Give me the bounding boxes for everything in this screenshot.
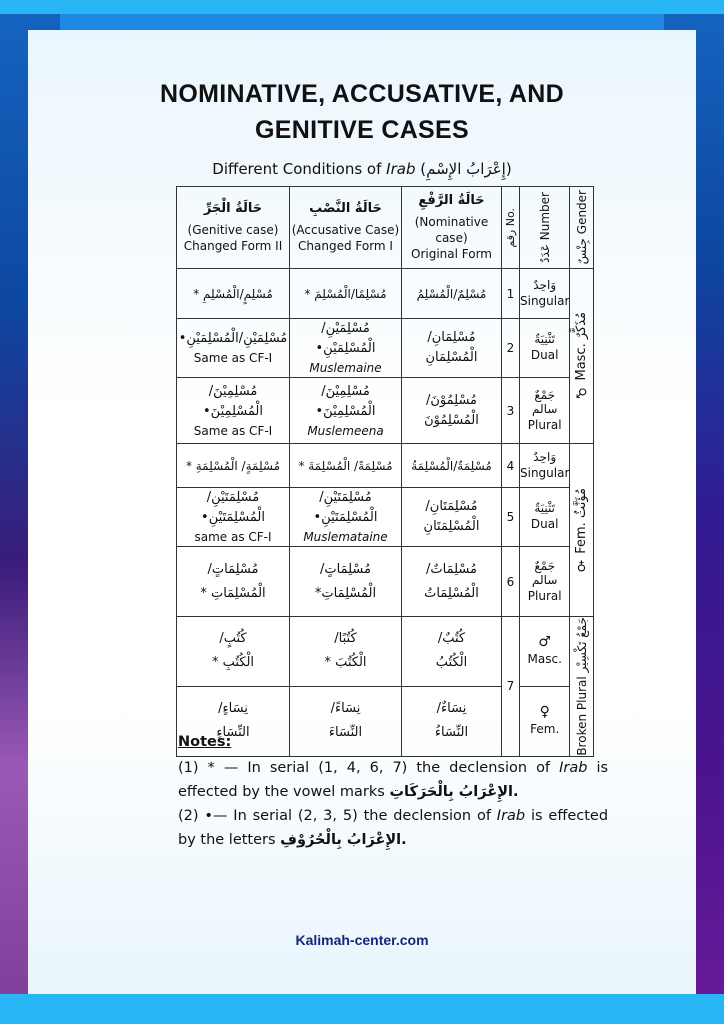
header-gender: جِنْسٌ Gender [570, 187, 594, 269]
cell-genitive: مُسْلِمَيْنِ/الْمُسْلِمَيْنِ• Same as CF-I [177, 319, 290, 378]
cell-number: جَمْعٌ سالم Plural [520, 547, 570, 617]
gender-masc: ♂ Masc. مُذَكَّرٌ [570, 269, 594, 444]
header-number: عَدَدٌ Number [520, 187, 570, 269]
page-title [28, 76, 696, 148]
footer-website: Kalimah-center.com [295, 932, 429, 948]
table-row [177, 488, 594, 547]
bottom-strip [0, 994, 724, 1024]
cell-number: ♂ Masc. [520, 617, 570, 687]
table-row [177, 378, 594, 444]
cell-nominative: نِسَاءٌ/ النِّسَاءُ [402, 686, 502, 756]
cell-number: وَاحِدٌ Singular [520, 444, 570, 488]
cell-genitive: مُسْلِمَتَيْنِ/الْمُسْلِمَتَيْنِ• same as CF-I [177, 488, 290, 547]
cell-no: 3 [502, 378, 520, 444]
cell-genitive: كُتُبٍ/ الْكُتُبِ * [177, 617, 290, 687]
note-1: (1) * — In serial (1, 4, 6, 7) the declension of Irab is effected by the vowel marks الإِعْرَابُ بِالْحَرَكَاتِ. [178, 760, 609, 800]
cell-accusative: مُسْلِمَةً/ الْمُسْلِمَةَ * [290, 444, 402, 488]
cell-no: 7 [502, 617, 520, 757]
subtitle-prefix: Different Conditions of [212, 160, 382, 178]
cell-number: وَاحِدٌ Singular [520, 269, 570, 319]
cell-genitive: مُسْلِمَةٍ/ الْمُسْلِمَةِ * [177, 444, 290, 488]
cell-accusative: مُسْلِمًا/الْمُسْلِمَ * [290, 269, 402, 319]
cell-nominative: مُسْلِمُوْنَ/ الْمُسْلِمُوْنَ [402, 378, 502, 444]
cell-nominative: مُسْلِمَتَانِ/ الْمُسْلِمَتَانِ [402, 488, 502, 547]
table-row [177, 444, 594, 488]
female-symbol-icon: ♀ [539, 704, 550, 721]
header-nominative: حَالَةُ الرَّفْعِ (Nominative case) Original Form [402, 187, 502, 269]
cell-genitive: مُسْلِمِيْنَ/ الْمُسْلِمِيْنَ• Same as CF-I [177, 378, 290, 444]
cell-no: 2 [502, 319, 520, 378]
cell-accusative: نِسَاءً/ النِّسَاءَ [290, 686, 402, 756]
subtitle-italic: Irab [386, 160, 416, 178]
cell-number: جَمْعٌ سالم Plural [520, 378, 570, 444]
cell-nominative: مُسْلِمَاتٌ/ الْمُسْلِمَاتُ [402, 547, 502, 617]
table-row [177, 269, 594, 319]
cell-no: 4 [502, 444, 520, 488]
cell-nominative: مُسْلِمٌ/الْمُسْلِمُ [402, 269, 502, 319]
cell-nominative: مُسْلِمَةٌ/الْمُسْلِمَةُ [402, 444, 502, 488]
cell-number: ♀ Fem. [520, 686, 570, 756]
cell-genitive: نِسَاءٍ/ النِّسَاءِ [177, 686, 290, 756]
cell-no: 6 [502, 547, 520, 617]
cell-no: 5 [502, 488, 520, 547]
subtitle-arabic: (إِعْرَابُ الإِسْمِ) [420, 160, 512, 178]
irab-table [176, 186, 594, 757]
cell-genitive: مُسْلِمٍ/الْمُسْلِمِ * [177, 269, 290, 319]
title-line-1: NOMINATIVE, ACCUSATIVE, AND [160, 80, 564, 108]
cell-accusative: مُسْلِمَاتٍ/ الْمُسْلِمَاتِ* [290, 547, 402, 617]
table-row [177, 547, 594, 617]
title-line-2: GENITIVE CASES [255, 116, 469, 144]
gender-fem: ♀ Fem. مُؤَنَّثٌ [570, 444, 594, 617]
cell-accusative: مُسْلِمِيْنَ/ الْمُسْلِمِيْنَ• Muslemeena [290, 378, 402, 444]
cell-nominative: كُتُبٌ/ الْكُتُبُ [402, 617, 502, 687]
cell-accusative: مُسْلِمَيْنِ/ الْمُسْلِمَيْنِ• Muslemaine [290, 319, 402, 378]
header-row [177, 187, 594, 269]
notes-heading: Notes: [178, 734, 232, 750]
header-genitive: حَالَةُ الْجَرِّ (Genitive case) Changed Form II [177, 187, 290, 269]
cell-accusative: مُسْلِمَتَيْنِ/الْمُسْلِمَتَيْنِ• Muslemataine [290, 488, 402, 547]
subtitle [28, 160, 696, 178]
header-accusative: حَالَةُ النَّصْبِ (Accusative Case) Changed Form I [290, 187, 402, 269]
cell-number: تَثْنِيَةٌ Dual [520, 319, 570, 378]
table-row [177, 617, 594, 687]
cell-no: 1 [502, 269, 520, 319]
page-card [28, 30, 696, 994]
top-strip [0, 0, 724, 14]
gender-broken-plural: Broken Plural جَمْعُ تَكْسِيْر [570, 617, 594, 757]
cell-nominative: مُسْلِمَانِ/ الْمُسْلِمَانِ [402, 319, 502, 378]
notes [178, 730, 608, 852]
cell-genitive: مُسْلِمَاتٍ/ الْمُسْلِمَاتِ * [177, 547, 290, 617]
header-no: رقم No. [502, 187, 520, 269]
note-2: (2) •— In serial (2, 3, 5) the declension of Irab is effected by the letters الإِعْرَابُ بِالْحُرُوْفِ. [178, 808, 609, 848]
table-row [177, 319, 594, 378]
cell-accusative: كُتُبًا/ الْكُتُبَ * [290, 617, 402, 687]
cell-number: تَثْنِيَةٌ Dual [520, 488, 570, 547]
male-symbol-icon: ♂ [538, 634, 551, 651]
